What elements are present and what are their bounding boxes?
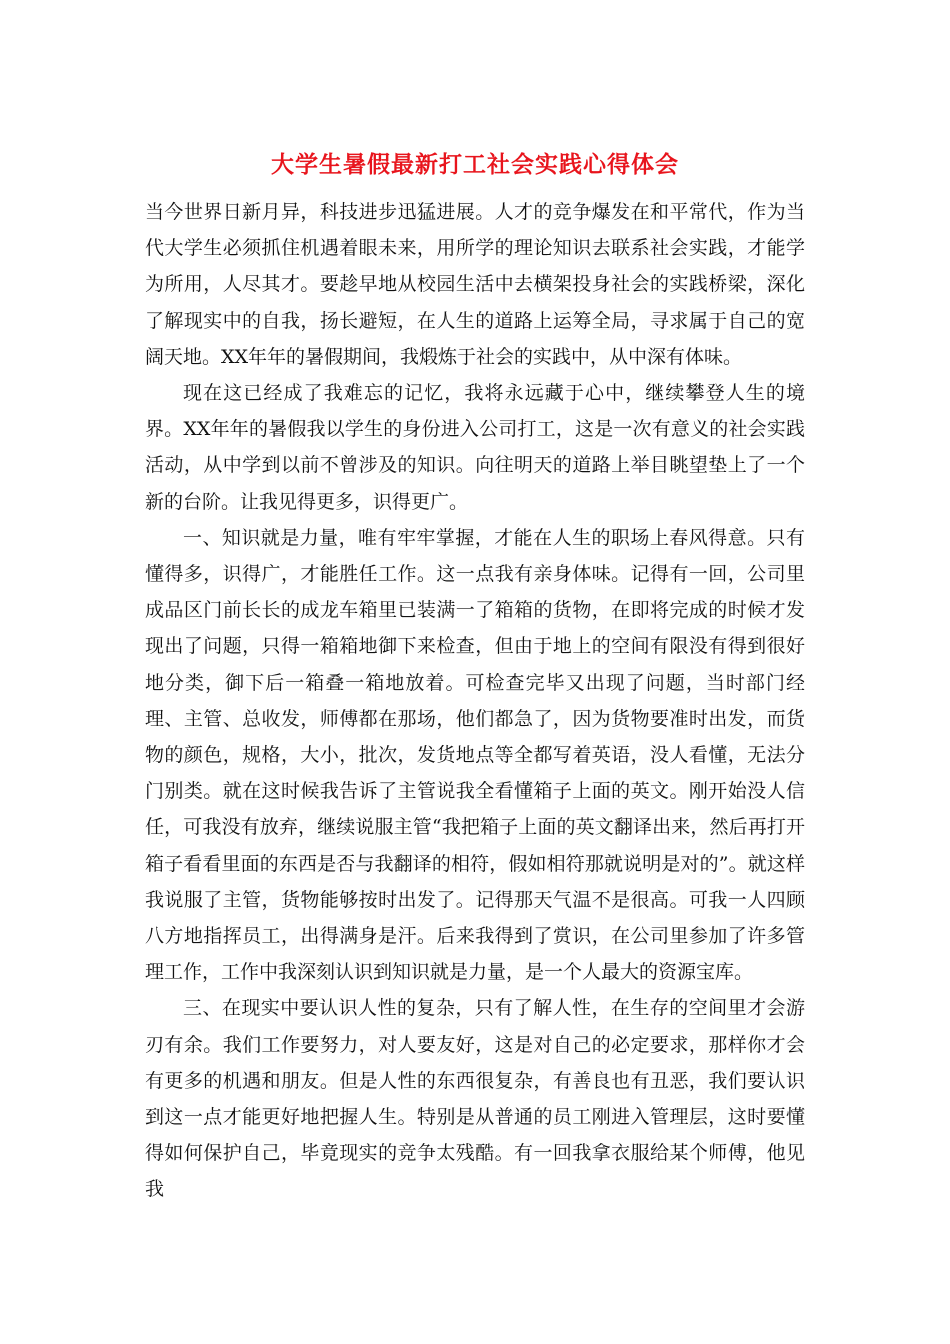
paragraph-intro: 当今世界日新月异，科技进步迅猛进展。人才的竞争爆发在和平常代，作为当代大学生必须抓住机遇着眼未来，用所学的理论知识去联系社会实践，才能学为所用，人尽其才。要趁早地从校园生活中去横架投身社会的实践桥梁，深化了解现实中的自我，扬长避短，在人生的道路上运筹全局，寻求属于自己的宽阔天地。XX年年的暑假期间，我煅炼于社会的实践中，从中深有体味。 — [145, 201, 805, 368]
document-title: 大学生暑假最新打工社会实践心得体会 — [271, 151, 679, 178]
paragraph-human-nature: 三、在现实中要认识人性的复杂，只有了解人性，在生存的空间里才会游刃有余。我们工作要努力，对人要友好，这是对自己的必定要求，那样你才会有更多的机遇和朋友。但是人性的东西很复杂，有善良也有丑恶，我们要认识到这一点才能更好地把握人生。特别是从普通的员工刚进入管理层，这时要懂得如何保护自己，毕竟现实的竞争太残酷。有一回我拿衣服给某个师傅，他见我 — [145, 997, 805, 1201]
paragraph-memory: 现在这已经成了我难忘的记忆，我将永远藏于心中，继续攀登人生的境界。XX年年的暑假我以学生的身份进入公司打工，这是一次有意义的社会实践活动，从中学到以前不曾涉及的知识。向往明天的道路上举目眺望垫上了一个新的台阶。让我见得更多，识得更广。 — [145, 382, 805, 513]
paragraph-knowledge: 一、知识就是力量，唯有牢牢掌握，才能在人生的职场上春风得意。只有懂得多，识得广，才能胜任工作。这一点我有亲身体味。记得有一回，公司里成品区门前长长的成龙车箱里已装满一了箱箱的货物，在即将完成的时候才发现出了问题，只得一箱箱地御下来检查，但由于地上的空间有限没有得到很好地分类，御下后一箱叠一箱地放着。可检查完毕又出现了问题，当时部门经理、主管、总收发，师傅都在那场，他们都急了，因为货物要准时出发，而货物的颜色，规格，大小，批次，发货地点等全都写着英语，没人看懂，无法分门别类。就在这时候我告诉了主管说我全看懂箱子上面的英文。刚开始没人信任，可我没有放弃，继续说服主管“我把箱子上面的英文翻译出来，然后再打开箱子看看里面的东西是否与我翻译的相符，假如相符那就说明是对的”。就这样我说服了主管，货物能够按时出发了。记得那天气温不是很高。可我一人四顾八方地指挥员工，出得满身是汗。后来我得到了赏识，在公司里参加了许多管理工作，工作中我深刻认识到知识就是力量，是一个人最大的资源宝库。 — [145, 526, 805, 984]
document-body — [145, 194, 805, 1208]
